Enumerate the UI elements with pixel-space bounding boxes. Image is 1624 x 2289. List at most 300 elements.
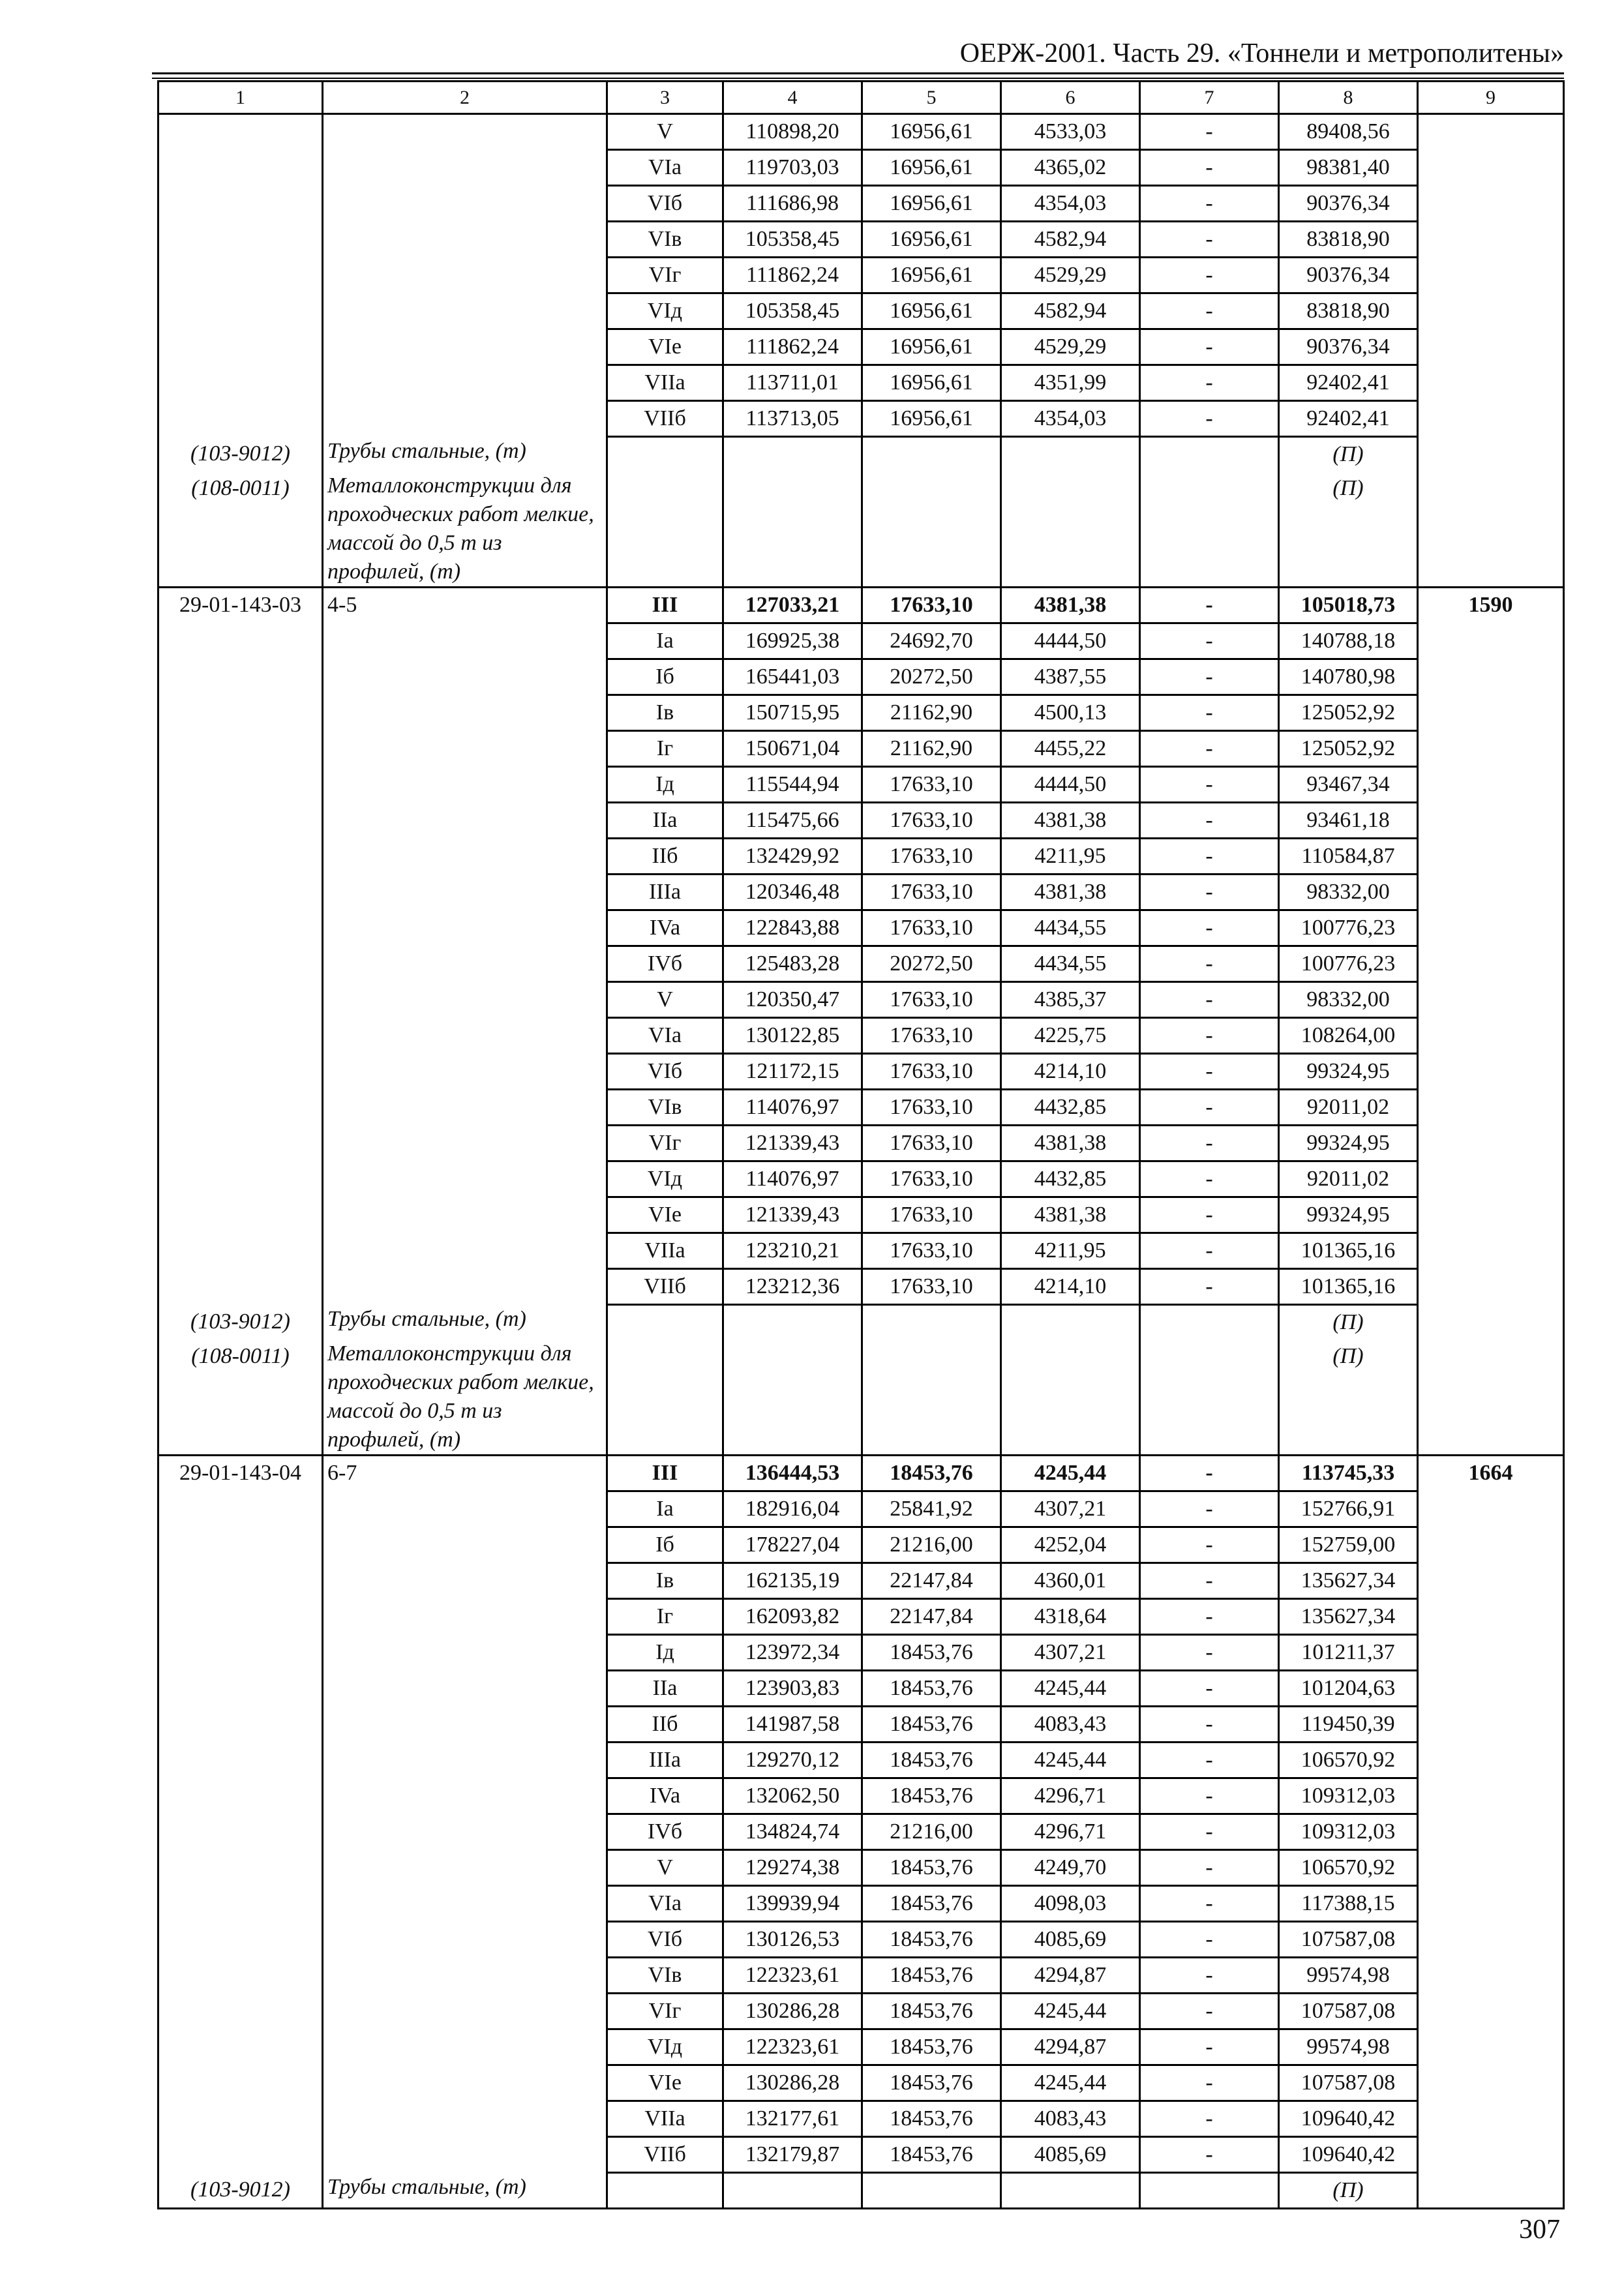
labor-cell <box>1418 1054 1564 1090</box>
machines-cell: 4432,85 <box>1001 1090 1140 1126</box>
machines-cell: 4245,44 <box>1001 2065 1140 2101</box>
machinists-wages-cell: - <box>1140 186 1279 222</box>
zone-cell: III <box>607 1456 723 1491</box>
materials-cell: 106570,92 <box>1279 1850 1418 1886</box>
total-cost-cell: 150715,95 <box>723 695 862 731</box>
wages-cell: 16956,61 <box>862 258 1001 293</box>
labor-cell <box>1418 1994 1564 2029</box>
empty-cell <box>723 1305 862 1340</box>
total-cost-cell: 150671,04 <box>723 731 862 767</box>
name-cell <box>323 1743 607 1778</box>
code-cell <box>158 2065 323 2101</box>
total-cost-cell: 162135,19 <box>723 1563 862 1599</box>
machinists-wages-cell: - <box>1140 1563 1279 1599</box>
column-header: 1 <box>158 82 323 114</box>
wages-cell: 16956,61 <box>862 114 1001 150</box>
total-cost-cell: 121172,15 <box>723 1054 862 1090</box>
total-cost-cell: 136444,53 <box>723 1456 862 1491</box>
machines-cell: 4385,37 <box>1001 982 1140 1018</box>
code-cell <box>158 1671 323 1707</box>
materials-cell: 90376,34 <box>1279 186 1418 222</box>
column-header: 7 <box>1140 82 1279 114</box>
labor-cell <box>1418 401 1564 437</box>
name-cell <box>323 875 607 910</box>
name-cell <box>323 1161 607 1197</box>
total-cost-cell: 132062,50 <box>723 1778 862 1814</box>
zone-cell: V <box>607 982 723 1018</box>
machines-cell: 4294,87 <box>1001 2029 1140 2065</box>
materials-cell: 109312,03 <box>1279 1778 1418 1814</box>
table-row <box>158 1018 1564 1054</box>
machines-cell: 4214,10 <box>1001 1054 1140 1090</box>
total-cost-cell: 130126,53 <box>723 1922 862 1958</box>
labor-cell <box>1418 1671 1564 1707</box>
machines-cell: 4455,22 <box>1001 731 1140 767</box>
wages-cell: 20272,50 <box>862 659 1001 695</box>
table-row <box>158 1922 1564 1958</box>
zone-cell: VIa <box>607 1886 723 1922</box>
column-header: 5 <box>862 82 1001 114</box>
machines-cell: 4582,94 <box>1001 293 1140 329</box>
column-header: 8 <box>1279 82 1418 114</box>
table-row <box>158 1233 1564 1269</box>
labor-cell: 1664 <box>1418 1456 1564 1491</box>
machinists-wages-cell: - <box>1140 659 1279 695</box>
wages-cell: 17633,10 <box>862 875 1001 910</box>
labor-cell <box>1418 659 1564 695</box>
materials-cell: 108264,00 <box>1279 1018 1418 1054</box>
resource-code: (108-0011) <box>158 1339 323 1456</box>
name-cell <box>323 1269 607 1305</box>
total-cost-cell: 162093,82 <box>723 1599 862 1635</box>
table-row <box>158 982 1564 1018</box>
empty-cell <box>1140 2173 1279 2209</box>
machinists-wages-cell: - <box>1140 2065 1279 2101</box>
total-cost-cell: 111862,24 <box>723 329 862 365</box>
zone-cell: VIa <box>607 150 723 186</box>
table-row <box>158 1197 1564 1233</box>
table-row <box>158 767 1564 803</box>
machines-cell: 4307,21 <box>1001 1491 1140 1527</box>
machinists-wages-cell: - <box>1140 1886 1279 1922</box>
materials-cell: 101365,16 <box>1279 1269 1418 1305</box>
zone-cell: Iд <box>607 1635 723 1671</box>
column-numbers-row <box>158 82 1564 114</box>
materials-cell: 89408,56 <box>1279 114 1418 150</box>
name-cell <box>323 910 607 946</box>
total-cost-cell: 120346,48 <box>723 875 862 910</box>
resource-code: (108-0011) <box>158 471 323 588</box>
wages-cell: 18453,76 <box>862 1707 1001 1743</box>
empty-cell <box>862 1339 1001 1456</box>
table-row <box>158 910 1564 946</box>
zone-cell: Ia <box>607 623 723 659</box>
machinists-wages-cell: - <box>1140 1922 1279 1958</box>
table-row <box>158 1994 1564 2029</box>
name-cell <box>323 803 607 839</box>
machinists-wages-cell: - <box>1140 1994 1279 2029</box>
empty-cell <box>1418 437 1564 472</box>
empty-cell <box>1418 2173 1564 2209</box>
zone-cell: VIб <box>607 1054 723 1090</box>
zone-cell: IIIa <box>607 875 723 910</box>
name-cell <box>323 767 607 803</box>
machinists-wages-cell: - <box>1140 803 1279 839</box>
materials-cell: 99574,98 <box>1279 2029 1418 2065</box>
machinists-wages-cell: - <box>1140 1671 1279 1707</box>
wages-cell: 17633,10 <box>862 1054 1001 1090</box>
labor-cell <box>1418 731 1564 767</box>
code-cell <box>158 803 323 839</box>
total-cost-cell: 113713,05 <box>723 401 862 437</box>
total-cost-cell: 105358,45 <box>723 293 862 329</box>
labor-cell <box>1418 114 1564 150</box>
name-cell <box>323 2029 607 2065</box>
resource-name: Трубы стальные, (т) <box>323 437 607 472</box>
column-header: 9 <box>1418 82 1564 114</box>
labor-cell <box>1418 1778 1564 1814</box>
labor-cell <box>1418 258 1564 293</box>
code-cell <box>158 1527 323 1563</box>
name-cell <box>323 1491 607 1527</box>
resource-code: (103-9012) <box>158 2173 323 2209</box>
empty-cell <box>862 2173 1001 2209</box>
machinists-wages-cell: - <box>1140 365 1279 401</box>
wages-cell: 16956,61 <box>862 186 1001 222</box>
empty-cell <box>723 437 862 472</box>
wages-cell: 18453,76 <box>862 1635 1001 1671</box>
machinists-wages-cell: - <box>1140 1456 1279 1491</box>
wages-cell: 18453,76 <box>862 2137 1001 2173</box>
zone-cell: Iд <box>607 767 723 803</box>
table-row <box>158 659 1564 695</box>
materials-cell: 101211,37 <box>1279 1635 1418 1671</box>
table-row <box>158 2029 1564 2065</box>
materials-cell: 152766,91 <box>1279 1491 1418 1527</box>
wages-cell: 18453,76 <box>862 1778 1001 1814</box>
table-row <box>158 258 1564 293</box>
zone-cell: VIIa <box>607 2101 723 2137</box>
table-row <box>158 1054 1564 1090</box>
machines-cell: 4294,87 <box>1001 1958 1140 1994</box>
empty-cell <box>1001 471 1140 588</box>
materials-cell: 93461,18 <box>1279 803 1418 839</box>
table-row <box>158 186 1564 222</box>
name-cell <box>323 1958 607 1994</box>
machines-cell: 4529,29 <box>1001 329 1140 365</box>
page-number: 307 <box>1519 2215 1560 2245</box>
total-cost-cell: 121339,43 <box>723 1126 862 1161</box>
table-row <box>158 1456 1564 1491</box>
materials-cell: 99324,95 <box>1279 1126 1418 1161</box>
labor-cell: 1590 <box>1418 588 1564 623</box>
code-cell <box>158 875 323 910</box>
labor-cell <box>1418 695 1564 731</box>
wages-cell: 18453,76 <box>862 1922 1001 1958</box>
empty-cell <box>1418 471 1564 588</box>
labor-cell <box>1418 875 1564 910</box>
zone-cell: IVб <box>607 1814 723 1850</box>
code-cell <box>158 365 323 401</box>
zone-cell: IVa <box>607 1778 723 1814</box>
table-row <box>158 1126 1564 1161</box>
materials-cell: 110584,87 <box>1279 839 1418 875</box>
page-header-title: ОЕРЖ-2001. Часть 29. «Тоннели и метрополитены» <box>959 38 1564 68</box>
empty-cell <box>607 1305 723 1340</box>
table-row <box>158 623 1564 659</box>
total-cost-cell: 139939,94 <box>723 1886 862 1922</box>
materials-cell: 92402,41 <box>1279 365 1418 401</box>
machines-cell: 4245,44 <box>1001 1994 1140 2029</box>
wages-cell: 18453,76 <box>862 1456 1001 1491</box>
wages-cell: 16956,61 <box>862 150 1001 186</box>
table-row <box>158 1778 1564 1814</box>
empty-cell <box>723 1339 862 1456</box>
name-cell <box>323 401 607 437</box>
resource-code: (103-9012) <box>158 1305 323 1340</box>
wages-cell: 17633,10 <box>862 588 1001 623</box>
materials-cell: 90376,34 <box>1279 258 1418 293</box>
table-row <box>158 731 1564 767</box>
empty-cell <box>1001 1339 1140 1456</box>
table-row <box>158 1743 1564 1778</box>
name-cell <box>323 1994 607 2029</box>
name-cell <box>323 1233 607 1269</box>
wages-cell: 17633,10 <box>862 910 1001 946</box>
machinists-wages-cell: - <box>1140 150 1279 186</box>
machinists-wages-cell: - <box>1140 1018 1279 1054</box>
name-cell <box>323 1922 607 1958</box>
column-header: 2 <box>323 82 607 114</box>
materials-cell: 101365,16 <box>1279 1233 1418 1269</box>
machines-cell: 4249,70 <box>1001 1850 1140 1886</box>
total-cost-cell: 130286,28 <box>723 1994 862 2029</box>
code-cell <box>158 258 323 293</box>
labor-cell <box>1418 1707 1564 1743</box>
machines-cell: 4381,38 <box>1001 588 1140 623</box>
table-row <box>158 839 1564 875</box>
resource-row <box>158 1305 1564 1340</box>
wages-cell: 18453,76 <box>862 1671 1001 1707</box>
header-rule-thin <box>152 78 1564 79</box>
code-cell <box>158 731 323 767</box>
name-cell <box>323 1126 607 1161</box>
wages-cell: 17633,10 <box>862 1269 1001 1305</box>
code-cell <box>158 2101 323 2137</box>
resource-row <box>158 437 1564 472</box>
wages-cell: 22147,84 <box>862 1599 1001 1635</box>
labor-cell <box>1418 1958 1564 1994</box>
materials-cell: 106570,92 <box>1279 1743 1418 1778</box>
machines-cell: 4529,29 <box>1001 258 1140 293</box>
machines-cell: 4500,13 <box>1001 695 1140 731</box>
wages-cell: 18453,76 <box>862 1850 1001 1886</box>
code-cell <box>158 1814 323 1850</box>
labor-cell <box>1418 1850 1564 1886</box>
labor-cell <box>1418 1922 1564 1958</box>
machines-cell: 4444,50 <box>1001 767 1140 803</box>
materials-cell: 107587,08 <box>1279 1994 1418 2029</box>
machinists-wages-cell: - <box>1140 1778 1279 1814</box>
code-cell <box>158 329 323 365</box>
code-cell <box>158 1599 323 1635</box>
wages-cell: 17633,10 <box>862 1126 1001 1161</box>
empty-cell <box>1001 437 1140 472</box>
total-cost-cell: 123972,34 <box>723 1635 862 1671</box>
materials-cell: 98332,00 <box>1279 875 1418 910</box>
name-cell <box>323 1090 607 1126</box>
machinists-wages-cell: - <box>1140 839 1279 875</box>
code-cell <box>158 659 323 695</box>
zone-cell: VIв <box>607 1090 723 1126</box>
materials-cell: 119450,39 <box>1279 1707 1418 1743</box>
resource-unit: (П) <box>1279 2173 1418 2209</box>
code-cell <box>158 1994 323 2029</box>
wages-cell: 17633,10 <box>862 1018 1001 1054</box>
machines-cell: 4387,55 <box>1001 659 1140 695</box>
name-cell <box>323 731 607 767</box>
total-cost-cell: 129270,12 <box>723 1743 862 1778</box>
table-row <box>158 588 1564 623</box>
materials-cell: 117388,15 <box>1279 1886 1418 1922</box>
code-cell <box>158 1922 323 1958</box>
machinists-wages-cell: - <box>1140 767 1279 803</box>
zone-cell: VIIб <box>607 1269 723 1305</box>
materials-cell: 83818,90 <box>1279 222 1418 258</box>
name-cell <box>323 258 607 293</box>
name-cell <box>323 365 607 401</box>
wages-cell: 21162,90 <box>862 731 1001 767</box>
machinists-wages-cell: - <box>1140 1161 1279 1197</box>
labor-cell <box>1418 2065 1564 2101</box>
resource-name: Трубы стальные, (т) <box>323 1305 607 1340</box>
resource-code: (103-9012) <box>158 437 323 472</box>
wages-cell: 22147,84 <box>862 1563 1001 1599</box>
labor-cell <box>1418 186 1564 222</box>
total-cost-cell: 169925,38 <box>723 623 862 659</box>
zone-cell: VIг <box>607 258 723 293</box>
code-cell <box>158 1778 323 1814</box>
machinists-wages-cell: - <box>1140 910 1279 946</box>
table-row <box>158 2101 1564 2137</box>
code-cell <box>158 2137 323 2173</box>
machinists-wages-cell: - <box>1140 1743 1279 1778</box>
machines-cell: 4083,43 <box>1001 2101 1140 2137</box>
code-cell <box>158 222 323 258</box>
name-cell <box>323 1018 607 1054</box>
labor-cell <box>1418 1126 1564 1161</box>
table-row <box>158 1599 1564 1635</box>
materials-cell: 83818,90 <box>1279 293 1418 329</box>
labor-cell <box>1418 946 1564 982</box>
materials-cell: 107587,08 <box>1279 1922 1418 1958</box>
code-cell <box>158 1563 323 1599</box>
materials-cell: 125052,92 <box>1279 695 1418 731</box>
machinists-wages-cell: - <box>1140 2101 1279 2137</box>
total-cost-cell: 122843,88 <box>723 910 862 946</box>
resource-unit: (П) <box>1279 1339 1418 1456</box>
table-row <box>158 803 1564 839</box>
name-cell <box>323 623 607 659</box>
machines-cell: 4211,95 <box>1001 839 1140 875</box>
machines-cell: 4225,75 <box>1001 1018 1140 1054</box>
total-cost-cell: 111686,98 <box>723 186 862 222</box>
labor-cell <box>1418 623 1564 659</box>
table-row <box>158 2137 1564 2173</box>
labor-cell <box>1418 1814 1564 1850</box>
machinists-wages-cell: - <box>1140 1958 1279 1994</box>
total-cost-cell: 123903,83 <box>723 1671 862 1707</box>
materials-cell: 99574,98 <box>1279 1958 1418 1994</box>
total-cost-cell: 115475,66 <box>723 803 862 839</box>
zone-cell: VIг <box>607 1126 723 1161</box>
total-cost-cell: 113711,01 <box>723 365 862 401</box>
wages-cell: 25841,92 <box>862 1491 1001 1527</box>
wages-cell: 18453,76 <box>862 1994 1001 2029</box>
materials-cell: 140780,98 <box>1279 659 1418 695</box>
name-cell <box>323 1197 607 1233</box>
materials-cell: 100776,23 <box>1279 910 1418 946</box>
code-cell <box>158 1161 323 1197</box>
zone-cell: IVб <box>607 946 723 982</box>
name-cell <box>323 982 607 1018</box>
wages-cell: 18453,76 <box>862 2065 1001 2101</box>
header-rule <box>152 72 1564 74</box>
code-cell <box>158 1958 323 1994</box>
table-row <box>158 2065 1564 2101</box>
machines-cell: 4245,44 <box>1001 1671 1140 1707</box>
table-body <box>158 114 1564 2209</box>
machines-cell: 4381,38 <box>1001 875 1140 910</box>
total-cost-cell: 115544,94 <box>723 767 862 803</box>
materials-cell: 98381,40 <box>1279 150 1418 186</box>
wages-cell: 16956,61 <box>862 365 1001 401</box>
zone-cell: Iг <box>607 731 723 767</box>
labor-cell <box>1418 1018 1564 1054</box>
empty-cell <box>1140 437 1279 472</box>
materials-cell: 135627,34 <box>1279 1563 1418 1599</box>
zone-cell: VIe <box>607 329 723 365</box>
resource-unit: (П) <box>1279 1305 1418 1340</box>
wages-cell: 16956,61 <box>862 222 1001 258</box>
wages-cell: 17633,10 <box>862 982 1001 1018</box>
wages-cell: 17633,10 <box>862 1233 1001 1269</box>
table-row <box>158 365 1564 401</box>
machines-cell: 4085,69 <box>1001 1922 1140 1958</box>
wages-cell: 17633,10 <box>862 1197 1001 1233</box>
zone-cell: Ia <box>607 1491 723 1527</box>
table-row <box>158 329 1564 365</box>
machinists-wages-cell: - <box>1140 1090 1279 1126</box>
machinists-wages-cell: - <box>1140 1527 1279 1563</box>
machines-cell: 4085,69 <box>1001 2137 1140 2173</box>
total-cost-cell: 132179,87 <box>723 2137 862 2173</box>
machinists-wages-cell: - <box>1140 329 1279 365</box>
zone-cell: VIг <box>607 1994 723 2029</box>
name-cell <box>323 839 607 875</box>
code-cell: 29-01-143-04 <box>158 1456 323 1491</box>
empty-cell <box>862 471 1001 588</box>
machines-cell: 4381,38 <box>1001 1197 1140 1233</box>
materials-cell: 101204,63 <box>1279 1671 1418 1707</box>
zone-cell: VIд <box>607 2029 723 2065</box>
zone-cell: Iб <box>607 659 723 695</box>
machines-cell: 4432,85 <box>1001 1161 1140 1197</box>
table-row <box>158 114 1564 150</box>
code-cell <box>158 401 323 437</box>
labor-cell <box>1418 293 1564 329</box>
resource-name: Трубы стальные, (т) <box>323 2173 607 2209</box>
